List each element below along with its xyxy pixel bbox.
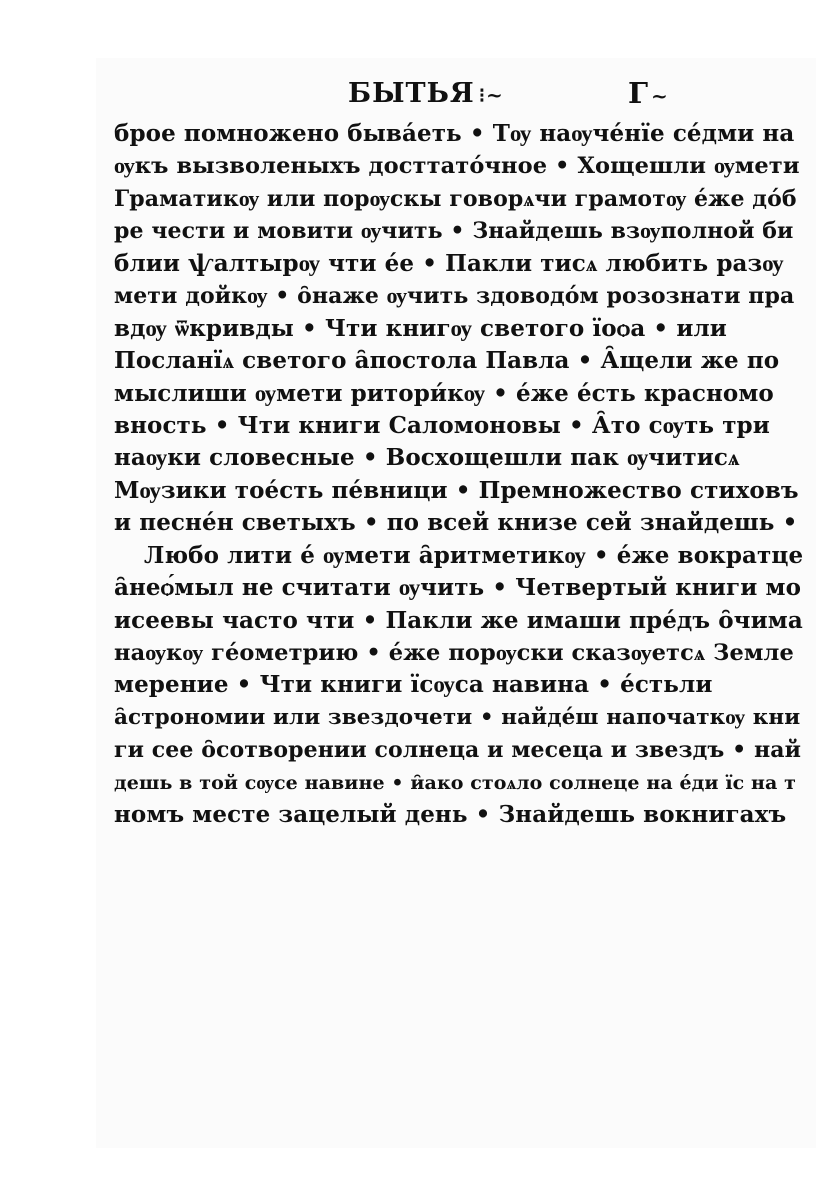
- text-line: мети дойкѹ • о̑наже ѹчить здоводо́м розознати пра: [114, 283, 795, 310]
- title-ornament: ⁝~: [478, 83, 504, 107]
- text-line: исеевы часто чти • Пакли же имаши пре́дъ о̑чима: [114, 606, 803, 634]
- text-line: блии ѱалтырѹ чти е́е • Пакли тисѧ любить разѹ: [114, 249, 784, 277]
- text-line: мерение • Чти книги їсѹса навина • е́стьли: [114, 671, 713, 699]
- page-number: [628, 76, 668, 110]
- text-line: Граматикѹ или порѹскы говорѧчи грамотѹ е́же до́б: [114, 185, 797, 212]
- page-number-ornament: ~: [651, 84, 668, 108]
- text-line: ги сее о̑сотворении солнеца и месеца и звездъ • най: [114, 737, 802, 764]
- paragraph-first-line: Любо лити е́ ѹмети а̑ритметикѹ • е́же вократце: [144, 541, 804, 569]
- text-line: Посланїѧ светого а̑постола Павла • А̑щели же по: [114, 347, 780, 375]
- text-line: Мѹзики тое́сть пе́вници • Премножество стиховъ: [114, 476, 799, 504]
- page-number-text: Г: [628, 76, 649, 110]
- text-line: дешь в той сѹсе навине • и̑ако стоѧло солнеце на е́ди їс на т: [114, 771, 797, 794]
- text-line: номъ месте зацелый день • Знайдешь вокнигахъ: [114, 801, 787, 829]
- text-line: а̑неѻ́мыл не считати ѹчить • Четвертый книги мо: [114, 574, 802, 602]
- text-line: брое помножено быва́еть • Тѹ наѹче́нїе се́дми на: [114, 120, 795, 147]
- text-line: ѹкъ вызволеныхъ досттато́чное • Хощешли ѹмети: [114, 153, 800, 180]
- text-line: ре чести и мовити ѹчить • Знайдешь взѹполной би: [114, 218, 794, 245]
- text-line: вность • Чти книги Саломоновы • А̑то сѹть три: [114, 411, 770, 439]
- text-line: мыслиши ѹмети ритори́кѹ • е́же е́сть красномо: [114, 379, 774, 407]
- running-title: [348, 78, 504, 109]
- body-text: [114, 118, 804, 832]
- text-line: наѹкѹ ге́ометрию • е́же порѹски сказѹетсѧ Земле: [114, 640, 794, 666]
- text-line: вдѹ ѿкривды • Чти книгѹ светого їоѻа • или: [114, 314, 727, 342]
- text-line: а̑строномии или звездочети • найде́ш напочаткѹ кни: [114, 704, 801, 730]
- text-line: и песне́н светыхъ • по всей книзе сей знайдешь •: [114, 509, 798, 537]
- text-line: наѹки словесные • Восхощешли пак ѹчитисѧ: [114, 444, 740, 472]
- running-head: [96, 74, 816, 118]
- running-title-text: БЫТЬЯ: [348, 78, 475, 109]
